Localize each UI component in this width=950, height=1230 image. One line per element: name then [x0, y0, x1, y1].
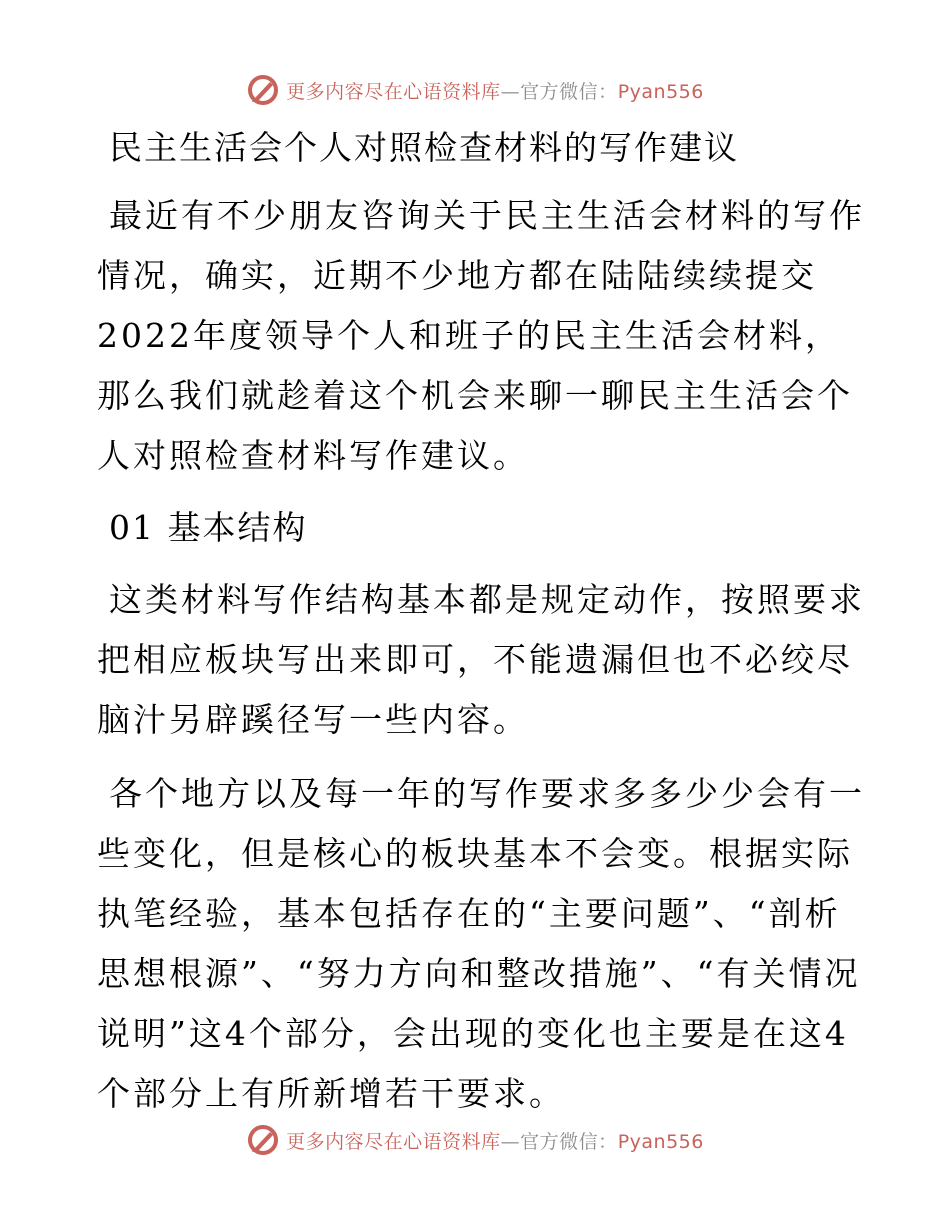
wechat-label: 官方微信： — [520, 80, 618, 103]
section-paragraph-1: 这类材料写作结构基本都是规定动作，按照要求把相应板块写出来即可，不能遗漏但也不必绞尽脑汁另辟蹊径写一些内容。 — [97, 580, 865, 739]
intro-paragraph: 最近有不少朋友咨询关于民主生活会材料的写作情况，确实，近期不少地方都在陆陆续续提交2022年度领导个人和班子的民主生活会材料，那么我们就趁着这个机会来聊一聊民主生活会个人对照检查材料写作建议。 — [97, 196, 865, 475]
section-paragraph-2: 各个地方以及每一年的写作要求多多少少会有一些变化，但是核心的板块基本不会变。根据实际执笔经验，基本包括存在的“主要问题”、“剖析思想根源”、“努力方向和整改措施”、“有关情况说明”这4个部分，会出现的变化也主要是在这4个部分上有所新增若干要求。 — [97, 774, 865, 1113]
separator: — — [500, 80, 521, 103]
separator: — — [500, 1130, 521, 1153]
document-title: 民主生活会个人对照检查材料的写作建议 — [109, 128, 739, 167]
page-footer — [0, 1120, 950, 1160]
page-header — [0, 70, 950, 110]
wechat-id: Pyan556 — [617, 80, 704, 103]
section-heading: 01 基本结构 — [109, 508, 308, 547]
footer-watermark-text — [286, 1127, 704, 1154]
brand-text: 更多内容尽在心语资料库 — [286, 80, 501, 103]
header-watermark-text — [286, 77, 704, 104]
wechat-label: 官方微信： — [520, 1130, 618, 1153]
brand-text: 更多内容尽在心语资料库 — [286, 1130, 501, 1153]
wechat-id: Pyan556 — [617, 1130, 704, 1153]
brush-circle-logo-icon — [246, 1123, 280, 1157]
brush-circle-logo-icon — [246, 73, 280, 107]
document-body — [97, 120, 867, 1124]
